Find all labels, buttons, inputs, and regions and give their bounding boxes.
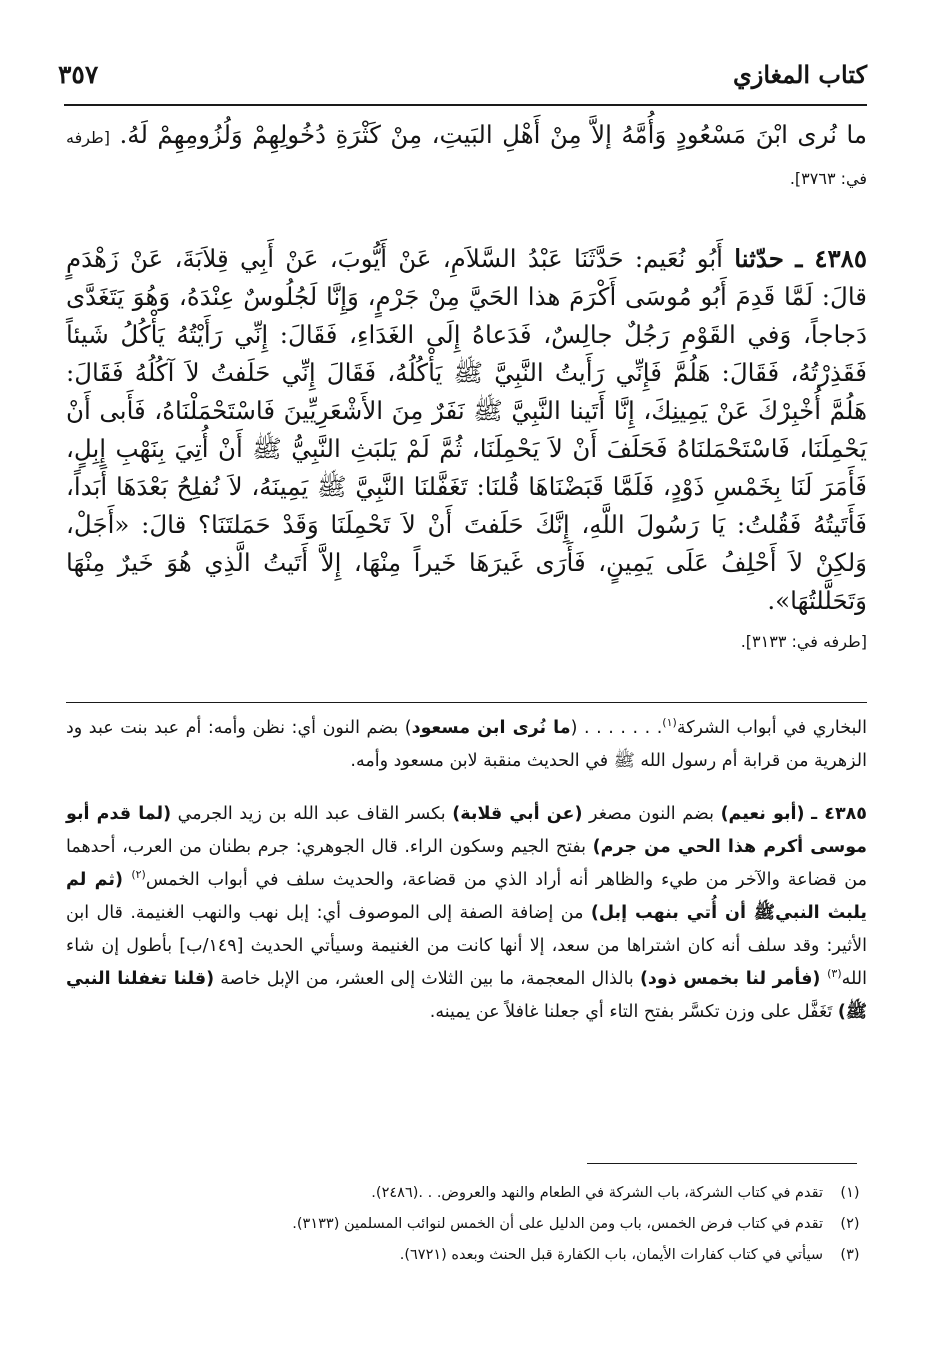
hadith-lead: حدّثنا: [734, 244, 784, 273]
footnote-divider: [587, 1163, 857, 1164]
footnote-text: تقدم في كتاب فرض الخمس، باب ومن الدليل على أن الخمس لنوائب المسلمين (٣١٣٣).: [292, 1216, 823, 1232]
quoted-phrase: (عن أبي قلابة): [452, 804, 583, 824]
commentary-text: تَغَفَّل على وزن تكسَّر بفتح التاء أي جعلنا غافلاً عن يمينه.: [429, 1002, 838, 1022]
commentary-text: بضم النون مصغر: [582, 804, 721, 824]
quoted-phrase: (أبو نعيم): [720, 804, 805, 824]
footnote-2: [66, 1209, 867, 1240]
hadith-reference: [طرفه في: ٣١٣٣].: [740, 632, 867, 651]
page-header: [58, 48, 867, 100]
footnote-1: [66, 1178, 867, 1209]
commentary-text: ) بضم النون أي: نظن وأمه: أم عبد بنت عبد ود الزهرية من قرابة أم رسول الله ﷺ في الحديث منقبة لابن مسعود وأمه.: [66, 718, 867, 771]
quoted-phrase: (ثم لم يلبث النبيﷺ أن أُتي بنهب إبل): [66, 870, 867, 923]
header-rule: [64, 104, 867, 106]
page-number: ٣٥٧: [58, 59, 99, 89]
commentary-text: بالذال المعجمة، ما بين الثلاث إلى العشر، من الإبل خاصة: [214, 969, 640, 989]
footnote-text: تقدم في كتاب الشركة، باب الشركة في الطعام والنهد والعروض. . .(٢٤٨٦).: [371, 1185, 823, 1201]
commentary-text: البخاري في أبواب الشركة: [676, 718, 867, 738]
footnotes: [66, 1178, 867, 1271]
main-divider: [66, 702, 867, 703]
para1-text: ما نُرى ابْنَ مَسْعُودٍ وَأُمَّهُ إلاَّ مِنْ أَهْلِ البَيتِ، مِنْ كَثْرَةِ دُخُولِهِمْ وَلُزُومِهِمْ لَهُ.: [119, 120, 867, 149]
footnote-number: (٢): [840, 1216, 860, 1232]
commentary-paragraph-1: [66, 712, 867, 778]
commentary-paragraph-2: [66, 798, 867, 1029]
hadith-text: أَبُو نُعَيم: حَدَّثَنَا عَبْدُ السَّلاَمِ، عَنْ أَيُّوبَ، عَنْ أَبِي قِلاَبَةَ، عَنْ زَهْدَمٍ قالَ: لَمَّا قَدِمَ أَبُو مُوسَى أَكْرَمَ هذا الحَيَّ مِنْ جَرْمٍ، وَإِنَّا لَجُلُوسٌ عِنْدَهُ، وَهُوَ يَتَغَدَّى دَجاجاً، وَفي القَوْمِ رَجُلٌ جالِسٌ، فَدَعاهُ إِلَى الغَدَاءِ، فَقَالَ: إِنِّي رَأَيْتُهُ يَأْكُلُ شَيئاً فَقَذِرْتُهُ، فَقَالَ: هَلُمَّ فَإِنِّي رَأَيتُ النَّبِيَّ ﷺ يَأْكُلُهُ، فَقَالَ إِنِّي حَلَفتُ لاَ آكُلُهُ فَقَالَ: هَلُمَّ أُخْبِرْكَ عَنْ يَمِينِكَ، إِنَّا أَتَينا النَّبِيَّ ﷺ نَفَرٌ مِنَ الأَشْعَرِيِّينَ فَاسْتَحْمَلْنَاهُ، فَأَبى أَنْ يَحْمِلَنَا، فَاسْتَحْمَلنَاهُ فَحَلَفَ أَنْ لاَ يَحْمِلَنَا، ثُمَّ لَمْ يَلبَثِ النَّبِيُّ ﷺ أَنْ أُتِيَ بِنَهْبِ إِبِلٍ، فَأَمَرَ لَنَا بِخَمْسِ ذَوْدٍ، فَلَمَّا قَبَضْنَاهَا قُلنَا: تَغَفَّلنَا النَّبِيَّ ﷺ يَمِينَهُ، لاَ نُفلِحُ بَعْدَهَا أَبَداً، فَأَتَيتُهُ فَقُلتُ: يَا رَسُولَ اللَّهِ، إِنَّكَ حَلَفتَ أَنْ لاَ تَحْمِلَنَا وَقَدْ حَمَلتَنَا؟ قالَ: «أَجَلْ، وَلكِنْ لاَ أَحْلِفُ عَلَى يَمِينٍ، فَأَرَى غَيرَهَا خَيراً مِنْهَا، إِلاَّ أَتَيتُ الَّذِي هُوَ خَيرٌ مِنْهَا وَتَحَلَّلتُهَا».: [66, 244, 868, 615]
book-title: كتاب المغازي: [732, 59, 867, 89]
commentary-text: . . . . . . . (: [570, 718, 663, 738]
commentary: [66, 712, 867, 1049]
commentary-text: بفتح الجيم وسكون الراء. قال الجوهري: جرم بطنان من العرب، أحدهما من قضاعة والآخر من طيء والظاهر أنه أراد الذي من قضاعة، والحديث سلف في أبواب الخمس: [66, 837, 867, 890]
commentary-text: بكسر القاف عبد الله بن زيد الجرمي: [171, 804, 453, 824]
commentary-text: من إضافة الصفة إلى الموصوف أي: إبل نهب والنهب الغنيمة. قال ابن الأثير: وقد سلف أنه كان اشتراها من سعد، إلا أنها كانت من الغنيمة وسيأتي الحديث [١٤٩/ب] بأطول إن شاء الله: [66, 903, 867, 989]
footnote-marker: (١): [662, 716, 677, 730]
main-paragraph-1: [66, 116, 867, 198]
hadith-paragraph: [66, 240, 867, 661]
quoted-phrase: ما نُرى ابن مسعود: [411, 718, 571, 738]
quoted-phrase: (لما قدم أبو موسى أكرم هذا الحي من جرم): [66, 804, 868, 857]
footnote-number: (١): [840, 1185, 860, 1201]
main-text: [66, 116, 867, 703]
quoted-phrase: (قلنا تغفلنا النبي ﷺ): [66, 969, 867, 1022]
footnote-marker: (٢): [131, 868, 146, 882]
hadith-number: ٤٣٨٥ ـ: [795, 244, 867, 273]
footnote-3: [66, 1240, 867, 1271]
quoted-phrase: (فأمر لنا بخمس ذود): [639, 969, 828, 989]
footnote-marker: (٣): [827, 967, 842, 981]
hadith-number: ٤٣٨٥ ـ: [811, 804, 867, 824]
footnote-number: (٣): [840, 1247, 860, 1263]
footnote-text: سيأتي في كتاب كفارات الأيمان، باب الكفارة قبل الحنث وبعده (٦٧٢١).: [399, 1247, 823, 1263]
para1-reference: [طرفه في: ٣٧٦٣].: [66, 128, 867, 188]
